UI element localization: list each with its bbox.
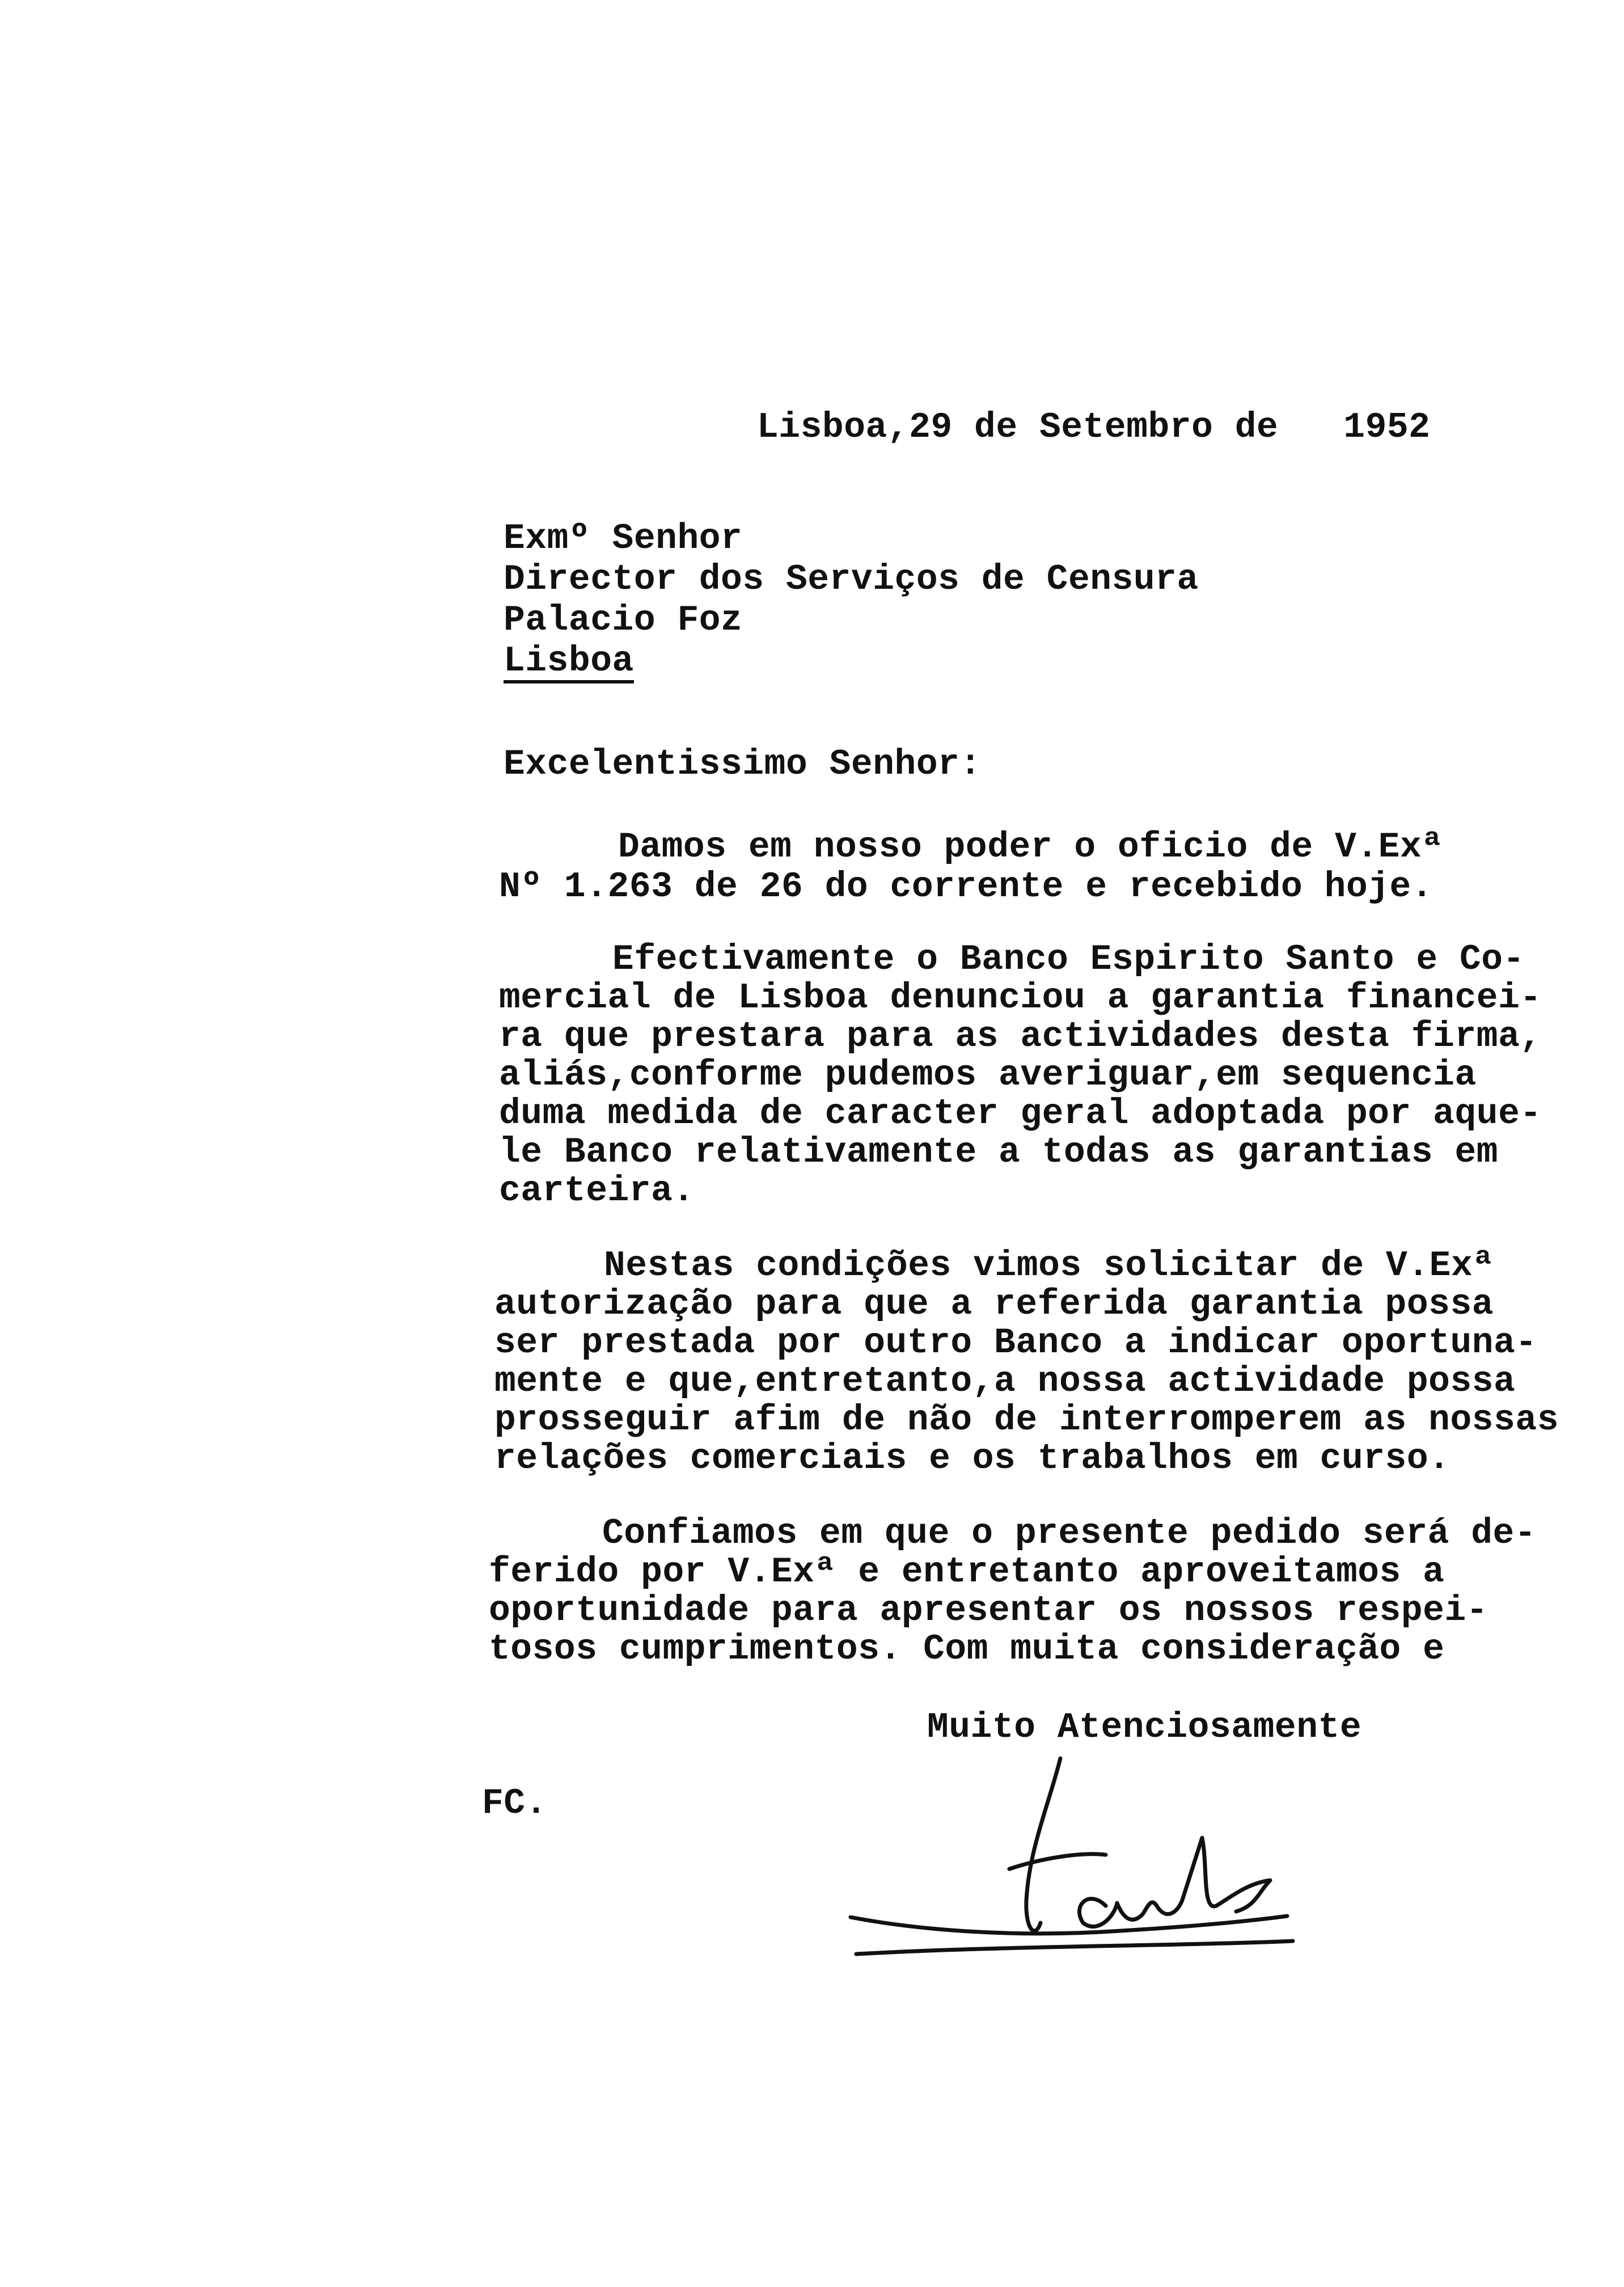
closing: Muito Atenciosamente xyxy=(927,1707,1362,1748)
paragraph-4-line: oportunidade para apresentar os nossos respei- xyxy=(489,1590,1488,1631)
paragraph-2-line: aliás,conforme pudemos averiguar,em sequencia xyxy=(499,1055,1477,1095)
paragraph-3-line: Nestas condições vimos solicitar de V.Exª xyxy=(604,1246,1495,1286)
recipient-line-1: Exmº Senhor xyxy=(504,518,743,559)
paragraph-1-line: Nº 1.263 de 26 do corrente e recebido hoje. xyxy=(499,867,1433,907)
initials: FC. xyxy=(482,1783,547,1824)
paragraph-3-line: mente e que,entretanto,a nossa actividade possa xyxy=(494,1361,1516,1402)
paragraph-3-line: ser prestada por outro Banco a indicar oportuna- xyxy=(494,1323,1537,1363)
paragraph-4-line: tosos cumprimentos. Com muita consideração e xyxy=(489,1629,1445,1669)
paragraph-2-line: ra que prestara para as actividades desta firma, xyxy=(499,1016,1542,1057)
paragraph-3-line: autorização para que a referida garantia possa xyxy=(494,1284,1494,1324)
paragraph-2-line: duma medida de caracter geral adoptada por aque- xyxy=(499,1094,1542,1134)
paragraph-2-line: carteira. xyxy=(499,1171,695,1211)
recipient-line-2: Director dos Serviços de Censura xyxy=(504,559,1199,600)
paragraph-2-line: le Banco relativamente a todas as garantias em xyxy=(499,1132,1499,1172)
salutation: Excelentissimo Senhor: xyxy=(504,744,982,784)
paragraph-3-line: prosseguir afim de não de interromperem as nossas xyxy=(494,1400,1559,1440)
paragraph-2-line: Efectivamente o Banco Espirito Santo e Co- xyxy=(612,939,1525,980)
handwritten-signature xyxy=(839,1736,1304,1997)
date-line: Lisboa,29 de Setembro de 1952 xyxy=(757,407,1431,448)
recipient-line-4: Lisboa xyxy=(504,643,634,683)
paragraph-3-line: relações comerciais e os trabalhos em curso. xyxy=(494,1438,1450,1479)
recipient-line-3: Palacio Foz xyxy=(504,600,743,640)
paragraph-4-line: Confiamos em que o presente pedido será de- xyxy=(602,1513,1537,1554)
paragraph-4-line: ferido por V.Exª e entretanto aproveitamos a xyxy=(489,1552,1445,1592)
paragraph-2-line: mercial de Lisboa denunciou a garantia financei- xyxy=(499,978,1542,1018)
paragraph-1-line: Damos em nosso poder o oficio de V.Exª xyxy=(618,827,1444,867)
